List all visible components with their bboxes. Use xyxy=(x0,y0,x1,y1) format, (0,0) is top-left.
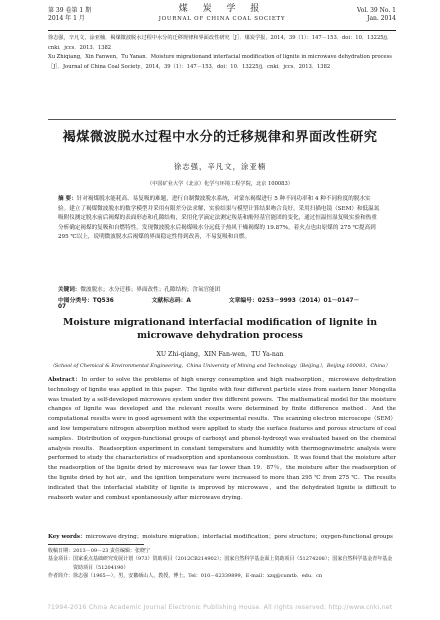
journal-name-cn: 煤 炭 学 报 xyxy=(178,4,266,14)
paper-title-en: Moisture migrationand interfacial modification of lignite in microwave dehydration process xyxy=(62,317,378,341)
abstract-en-label: Abstract： xyxy=(48,377,82,383)
abstract-en xyxy=(48,376,396,503)
author-note: 作者简介： 徐志强（1965—），男，安徽砀山人，教授，博士。Tel：010－62339899，E-mail：xzq@cumtb．edu．cn xyxy=(48,573,323,580)
keywords-en-label: Key words： xyxy=(48,534,86,540)
keywords-en-text: microwave drying；moisture migration；interfacial modification；pore structure；oxygen-functional groups xyxy=(85,534,393,540)
fund-note: 基金项目： 国家重点基础研究发展计划（973）资助项目（2012CB214902）；国家自然科学基金面上资助项目（51274208）；国家自然科学基金青年基金资助项目（51204190） xyxy=(48,556,393,571)
abstract-cn xyxy=(58,195,380,243)
citation-en: Xu Zhiqiang，Xin Fanwen，Tu Yanan．Moisture migrationand interfacial modification of lignite in microwave dehydration process［J］．Journal of China Coal Society，2014，39（1）：147－153．doi：10．13225/j．cnki．jccs．2013．1382 xyxy=(48,54,392,70)
journal-name-en: JOURNAL OF CHINA COAL SOCIETY xyxy=(158,16,286,22)
authors-en: XU Zhi-qiang，XIN Fan-wen，TU Ya-nan xyxy=(156,351,284,358)
citation-block xyxy=(48,34,396,72)
journal-header xyxy=(48,3,396,33)
journal-name xyxy=(48,4,396,23)
header-rule xyxy=(48,30,396,31)
footnotes xyxy=(48,547,396,581)
volume-issue-en: Vol. 39 No. 1 Jan. 2014 xyxy=(356,7,396,22)
document-code: 文献标志码：A xyxy=(151,298,191,304)
copyright-footer: ?1994-2016 China Academic Journal Electronic Publishing House. All rights reserved. http://www.cnki.net xyxy=(47,604,393,611)
received-note: 收稿日期： 2013－09－23 责任编辑：张晓宁 xyxy=(48,548,151,554)
citation-cn: 徐志强，辛凡文，涂亚楠．褐煤微波脱水过程中水分的迁移规律和界面改性研究［J］．煤炭学报，2014，39（1）：147－153．doi：10．13225/j．cnki．jccs．2013．1382 xyxy=(48,35,393,51)
keywords-cn-label: 关键词： xyxy=(58,287,81,293)
paper-title-cn: 褐煤微波脱水过程中水分的迁移规律和界面改性研究 xyxy=(62,130,378,145)
keywords-en xyxy=(48,532,396,540)
citation-rule xyxy=(48,119,396,120)
footnote-rule xyxy=(48,544,144,545)
keywords-cn xyxy=(58,285,380,293)
affiliation-en: （School of Chemical & Environmental Engineering，China University of Mining and Technology（Beijing），Beijing 100083，China） xyxy=(49,363,391,369)
abstract-en-text: In order to solve the problems of high energy consumption and high reabsorption，microwave dehydration technology of lignite was applied in this paper．The lignite with four different particle sizes from eastern Inner Mongolia was treated by a self-developed microwave system under five different powers．The mathematical model for the moisture changes of lignite was developed and the relevant results were determined by finite difference method．And the computational results were in good agreement with the experimental results．The scanning electron microscope（SEM）and low temperature nitrogen absorption method were applied to study the surface features and porous structure of coal samples．Distribution of oxygen-functional groups of carboxyl and phenol-hydroxyl was evaluated based on the chemical analysis results．Readsorption experiment in constant temperature and humidity with thermogravimetric analysis were performed to study the characteristics of readsorption and spontaneous combustion．It was found that the moisture after the readsorption of the lignite dried by microwave was far lower than 19．87％，the moisture after the readsorption of the lignite dried by hot air，and the ignition temperature were increased to more than 295 ℃ from 275 ℃．The results indicated that the interfacial stability of lignite is improved by microwave，and the dehydrated lignite is difficult to reabsorb water and combust spontaneously after microwave drying． xyxy=(48,377,397,501)
abstract-cn-text: 针对褐煤脱水能耗高、易复吸的难题，进行自制微波脱水系统，对蒙东褐煤进行 5 种不同功率和 4 种不同粒度的脱水实验。建立了褐煤微波脱水的数学模型并采用有限差分法求解，实验结果与模型计算结果吻合良好。采用扫描电镜（SEM）和低温氮吸附仪测定脱水前后褐煤的表面形态和孔隙结构，采用化学滴定法测定羧基和酚羟基官能团的变化，通过恒温恒湿复吸实验和热重分析确定褐煤的复吸和自燃特性。发现微波脱水后褐煤吸水分远低于热风干燥褐煤的 19.87%，着火点也由原煤的 275 ℃提高到 295 ℃以上，说明微波脱水后褐煤的界面稳定性得到改善，不易复吸和自燃。 xyxy=(58,196,380,241)
clc-number: 中图分类号：TQ536 xyxy=(58,298,114,304)
article-id: 文章编号：0253－9993（2014）01－0147－07 xyxy=(58,298,360,310)
classification-line xyxy=(58,295,380,310)
authors-cn: 徐志强，辛凡文，涂亚楠 xyxy=(173,162,267,171)
keywords-cn-text: 微波脱水；水分迁移；界面改性；孔隙结构；含氧官能团 xyxy=(80,287,221,293)
volume-issue-cn: 第 39 卷第 1 期 2014 年 1 月 xyxy=(48,7,92,22)
affiliation-cn: （中国矿业大学（北京）化学与环境工程学院，北京 100083） xyxy=(147,181,293,187)
abstract-cn-label: 摘 要： xyxy=(58,196,77,202)
